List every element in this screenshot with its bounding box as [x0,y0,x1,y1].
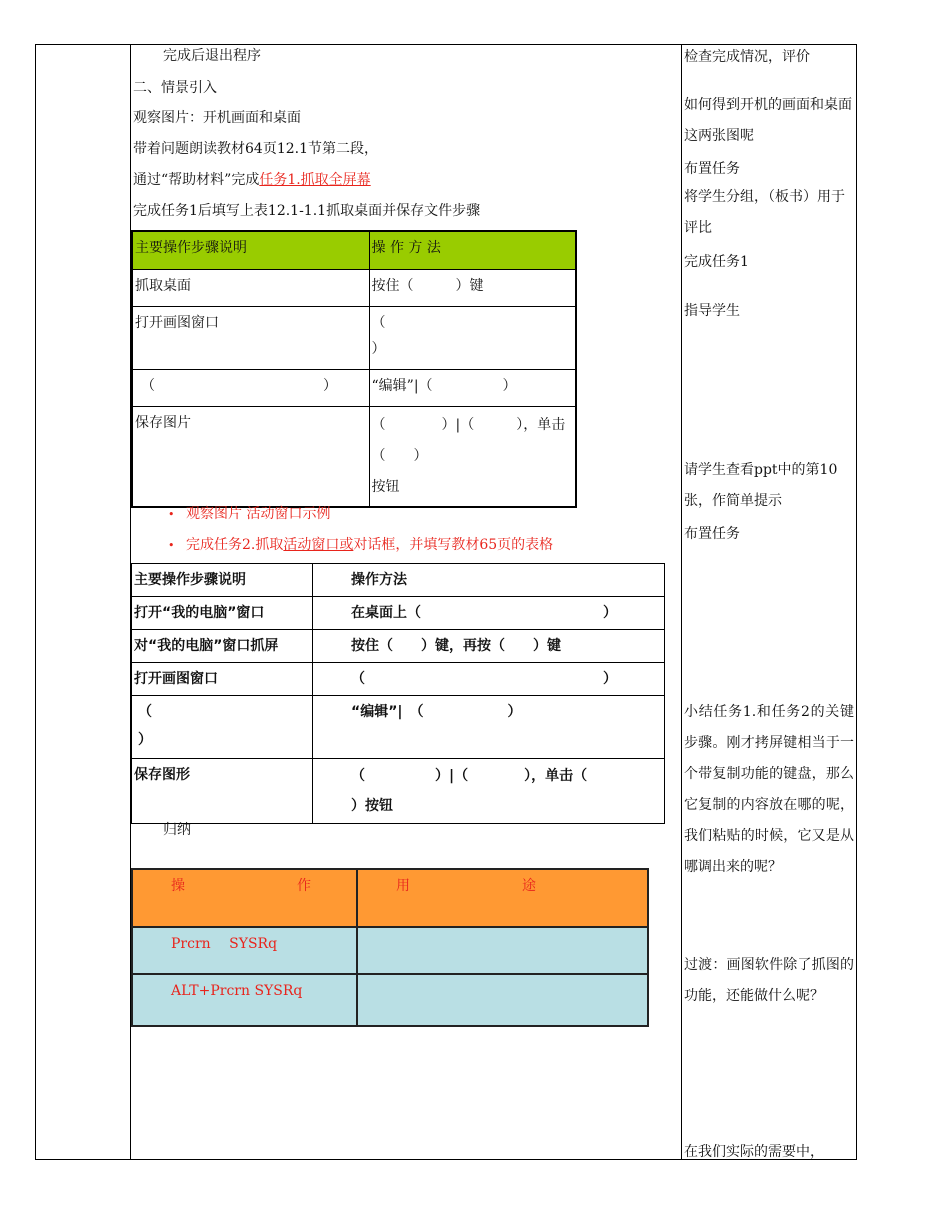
t1-cell: 保存图片 [132,406,369,507]
t1-header-steps: 主要操作步骤说明 [132,231,369,269]
right-question: 如何得到开机的画面和桌面这两张图呢 [684,97,852,144]
bullet-prefix: 完成任务2.抓取 [186,537,284,553]
t2-cell: 打开“我的电脑”窗口 [132,597,313,630]
t3-cell [357,927,648,974]
text-task1 [133,170,371,190]
steps-table-2 [131,563,665,824]
t3-header-op: 操 作 [132,869,357,927]
t2-cell: （ ） [132,696,313,759]
t2-cell: 保存图形 [132,759,313,824]
right-summary: 小结任务1.和任务2的关键步骤。刚才拷屏键相当于一个带复制功能的键盘，那么它复制的内容放在哪的呢，我们粘贴的时候，它又是从哪调出来的呢？ [684,704,854,875]
t1-cell: 抓取桌面 [132,269,369,306]
t2-cell: 按住（ ）键，再按（ ）键 [313,630,665,663]
summary-label: 归纳 [163,822,191,838]
right-group: 将学生分组，（板书）用于评比 [684,189,845,236]
t1-header-method: 操 作 方 法 [369,231,576,269]
steps-table-1 [131,230,577,508]
right-ppt: 请学生查看ppt中的第10张，作简单提示 [684,462,838,509]
t2-header-method: 操作方法 [313,564,665,597]
t3-cell: ALT+Prcrn SYSRq [132,974,357,1026]
t2-cell: 对“我的电脑”窗口抓屏 [132,630,313,663]
task1-link[interactable]: 任务1.抓取全屏幕 [259,172,371,188]
t1-cell: 按住（ ）键 [369,269,576,306]
t2-header-steps: 主要操作步骤说明 [132,564,313,597]
t1-cell: （ ）|（ ），单击 （ ） 按钮 [369,406,576,507]
bullet-dot-icon: • [168,508,175,521]
right-assign: 布置任务 [684,161,740,177]
t1-cell: “编辑”|（ ） [369,369,576,406]
t3-cell [357,974,648,1026]
bullet-text: 观察图片 活动窗口示例 [186,506,331,522]
bullet-link[interactable]: 活动窗口或 [283,537,354,553]
right-assign-2: 布置任务 [684,526,740,542]
t1-cell: （ ） [132,369,369,406]
right-need: 在我们实际的需要中， [684,1144,824,1160]
task1-prefix: 通过“帮助材料”完成 [133,172,260,188]
t2-cell: “编辑”| （ ） [313,696,665,759]
text-exit-program: 完成后退出程序 [163,48,261,64]
right-check: 检查完成情况，评价 [684,49,810,65]
right-transition: 过渡：画图软件除了抓图的功能，还能做什么呢？ [684,957,854,1004]
text-observe: 观察图片：开机画面和桌面 [133,110,301,126]
section-heading: 二、情景引入 [133,80,217,96]
t2-cell: （ ） [313,663,665,696]
t3-cell: Prcrn SYSRq [132,927,357,974]
text-read-textbook: 带着问题朗读教材64页12.1节第二段， [133,141,378,157]
bullet-observe [168,503,330,523]
right-complete: 完成任务1 [684,254,749,270]
summary-table [131,868,649,1027]
bullet-dot-icon: • [168,539,175,552]
left-column [35,44,131,1160]
t1-cell: （ ） [369,306,576,369]
right-guide: 指导学生 [684,303,740,319]
bullet-task2 [168,534,553,554]
t3-header-use: 用 途 [357,869,648,927]
t2-cell: 在桌面上（ ） [313,597,665,630]
t1-cell: 打开画图窗口 [132,306,369,369]
text-fill-table: 完成任务1后填写上表12.1-1.1抓取桌面并保存文件步骤 [133,203,481,219]
t2-cell: （ ）|（ ），单击（ ）按钮 [313,759,665,824]
t2-cell: 打开画图窗口 [132,663,313,696]
bullet-suffix: 对话框，并填写教材65页的表格 [353,537,554,553]
